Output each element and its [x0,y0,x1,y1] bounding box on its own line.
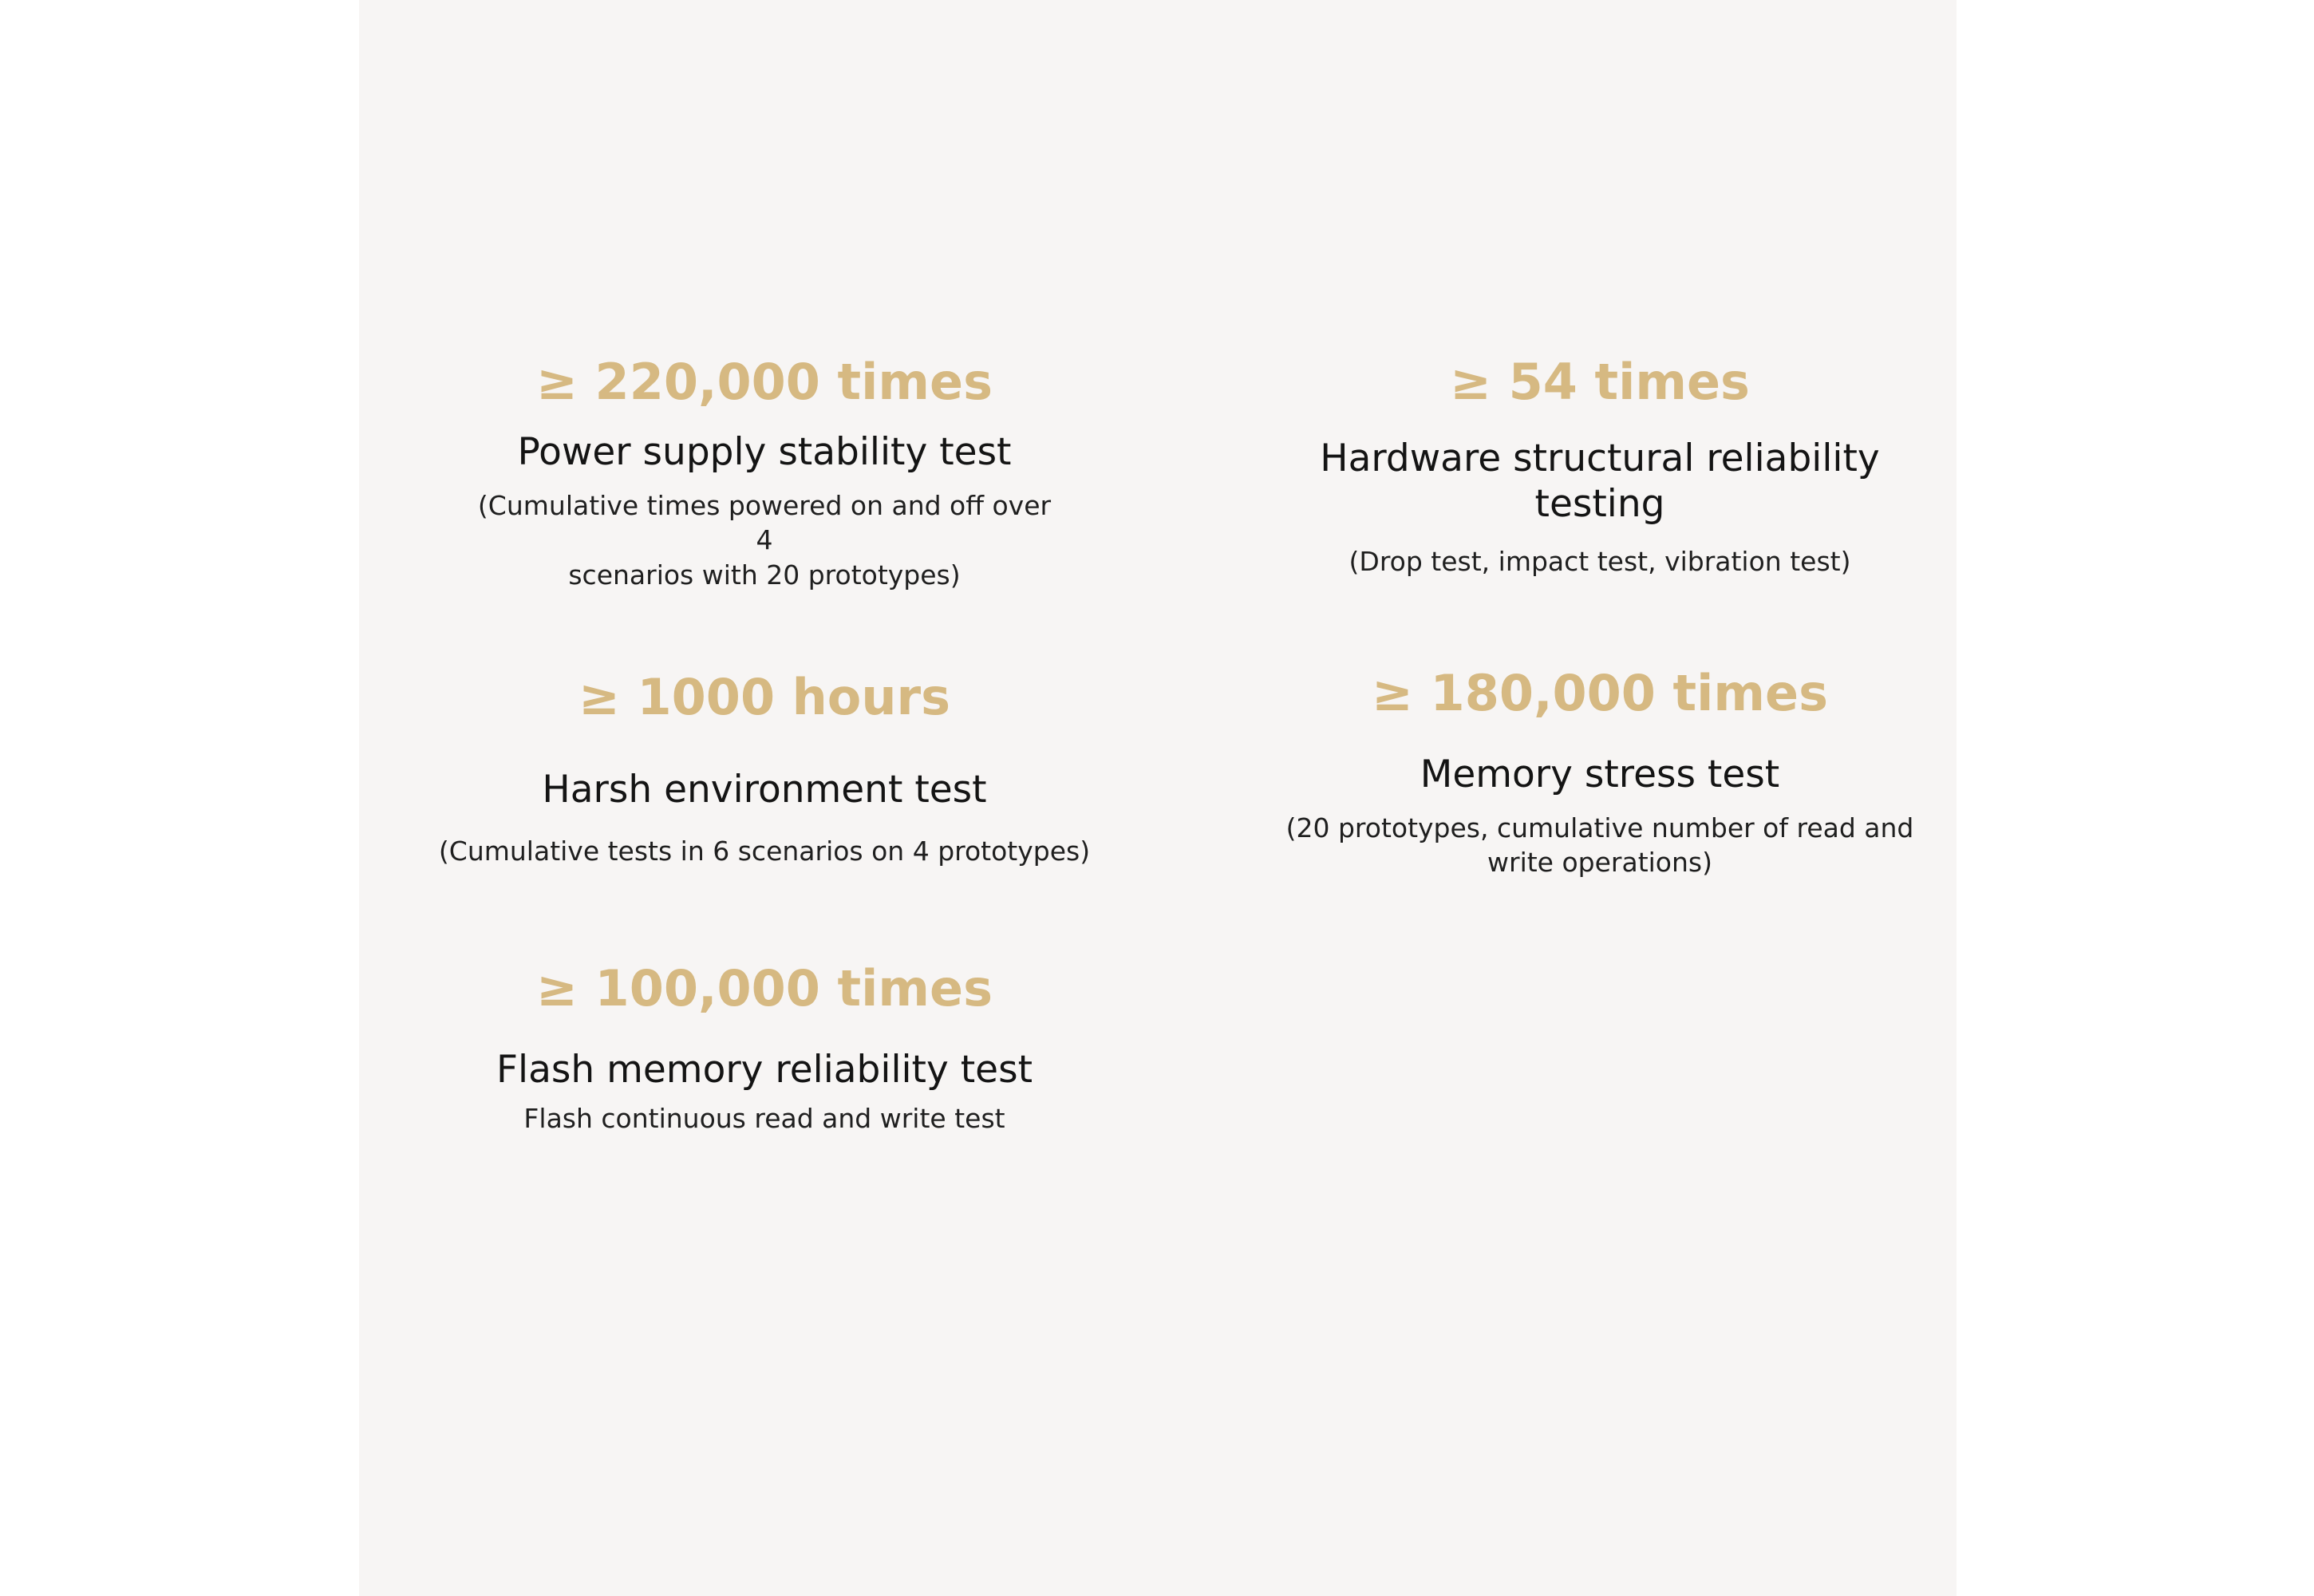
stat-description-line: (Cumulative times powered on and off over 4 [477,489,1052,556]
stat-power-supply [469,355,1060,592]
stat-title: Power supply stability test [517,430,1012,475]
stat-flash-memory [469,959,1060,1136]
stat-title-line: testing [1534,481,1665,526]
stat-harsh-environment [405,670,1123,868]
stat-value: ≥ 180,000 times [1372,664,1828,722]
stat-value: ≥ 1000 hours [578,668,951,726]
stat-description-line: write operations) [1487,847,1712,879]
stat-memory-stress [1261,666,1939,880]
stat-title: Flash memory reliability test [496,1048,1033,1092]
stat-description-line: (20 prototypes, cumulative number of read and [1285,812,1914,843]
stat-value: ≥ 220,000 times [536,353,993,411]
stat-description: Flash continuous read and write test [523,1102,1005,1134]
content-panel [359,0,1957,1596]
stat-description-line: scenarios with 20 prototypes) [568,559,961,591]
stat-description [1261,811,1939,880]
stat-value: ≥ 100,000 times [536,959,993,1017]
stat-description: (Drop test, impact test, vibration test) [1349,545,1851,577]
stat-hardware-structural [1273,355,1927,579]
stat-value: ≥ 54 times [1450,353,1750,411]
stat-title [1273,437,1927,527]
stat-title: Harsh environment test [542,768,987,812]
stat-title: Memory stress test [1420,753,1780,797]
stat-description: (Cumulative tests in 6 scenarios on 4 prototypes) [438,835,1091,867]
stat-description [469,488,1060,593]
stat-title-line: Hardware structural reliability [1320,437,1880,481]
